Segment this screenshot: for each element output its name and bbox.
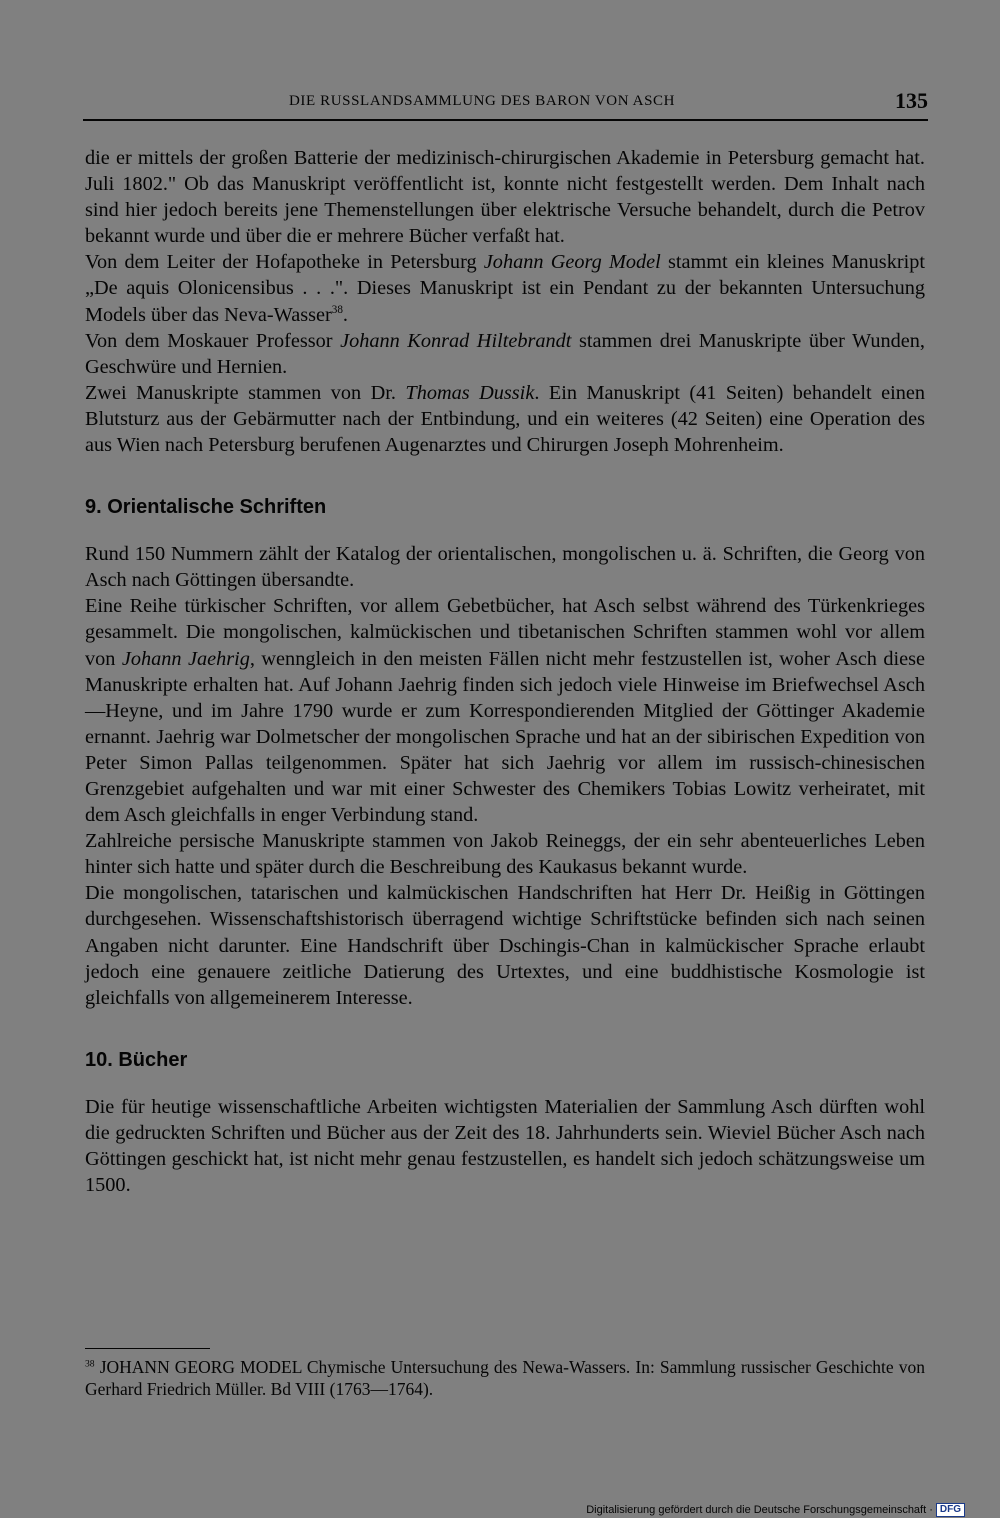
paragraph xyxy=(85,1094,925,1198)
paragraph xyxy=(85,380,925,458)
text-run: Von dem Leiter der Hofapotheke in Petersburg xyxy=(85,251,484,274)
person-name: Johann Konrad Hiltebrandt xyxy=(340,329,572,352)
section-orientalische-schriften xyxy=(85,541,925,1011)
text-run: die er mittels der großen Batterie der medizinisch-chirurgischen Akademie in Petersburg gemacht hat. Juli 1802." Ob das Manuskript veröffentlicht ist, konnte nicht festgestellt werden. Dem Inhalt nach sind hier jedoch bereits jene Themenstellungen über elektrische Versuche behandelt, durch die Petrov bekannt wurde und über die er mehrere Bücher verfaßt hat. xyxy=(85,147,925,248)
footnote-reference: 38 xyxy=(331,303,343,316)
section-heading-buecher: 10. Bücher xyxy=(85,1048,188,1071)
section-heading-orientalische-schriften: 9. Orientalische Schriften xyxy=(85,496,327,519)
person-name: Johann Georg Model xyxy=(483,251,661,274)
person-name: Thomas Dussik xyxy=(405,381,535,404)
text-run: Zwei Manuskripte stammen von Dr. xyxy=(85,381,406,404)
dfg-logo: DFG xyxy=(936,1503,965,1517)
text-run: Von dem Moskauer Professor xyxy=(85,329,341,352)
paragraph xyxy=(85,880,925,1010)
text-run: . Ein Manuskript (41 Seiten) behandelt einen Blutsturz aus der Gebärmutter nach der Entbindung, und ein weiteres (42 Seiten) eine Operation des aus Wien nach Petersburg berufenen Augenarztes und Chirurgen Joseph Mohrenheim. xyxy=(85,381,925,457)
paragraph xyxy=(85,328,925,380)
text-run: stammt ein kleines Manuskript „De aquis Olonicensibus . . .". Dieses Manuskript ist ein Pendant zu der bekannten Untersuchung Models über das Neva-Wasser xyxy=(85,251,926,326)
paragraph xyxy=(85,145,925,249)
running-title: DIE RUSSLANDSAMMLUNG DES BARON VON ASCH xyxy=(289,93,676,109)
paragraph xyxy=(85,541,925,593)
text-run: stammen drei Manuskripte über Wunden, Geschwüre und Hernien. xyxy=(85,329,925,378)
text-run: . xyxy=(342,303,348,326)
footnote xyxy=(85,1356,925,1400)
header-rule xyxy=(83,119,928,121)
main-text xyxy=(85,145,925,1198)
page-number: 135 xyxy=(895,88,928,113)
credit-text: Digitalisierung gefördert durch die Deutsche Forschungsgemeinschaft · xyxy=(586,1504,933,1516)
running-header xyxy=(83,88,928,118)
paragraph xyxy=(85,593,925,828)
section-buecher xyxy=(85,1094,925,1198)
paragraph xyxy=(85,828,925,880)
digitization-credit xyxy=(586,1503,965,1517)
text-run: Die mongolischen, tatarischen und kalmückischen Handschriften hat Herr Dr. Heißig in Göttingen durchgesehen. Wissenschaftshistorisch überragend wichtige Schriftstücke befinden sich nach seinen Angaben nicht darunter. Eine Handschrift über Dschingis-Chan in kalmückischer Sprache erlaubt jedoch eine genauere zeitliche Datierung des Urtextes, und eine buddhistische Kosmologie ist gleichfalls von allgemeinerem Interesse. xyxy=(85,882,925,1009)
text-run: Die für heutige wissenschaftliche Arbeiten wichtigsten Materialien der Sammlung Asch dürften wohl die gedruckten Schriften und Bücher aus der Zeit des 18. Jahrhunderts sein. Wieviel Bücher Asch nach Göttingen geschickt hat, ist nicht mehr genau festzustellen, es handelt sich jedoch schätzungsweise um 1500. xyxy=(85,1095,925,1197)
text-run: Zahlreiche persische Manuskripte stammen von Jakob Reineggs, der ein sehr abenteuerliches Leben hinter sich hatte und später durch die Beschreibung des Kaukasus bekannt wurde. xyxy=(85,830,925,879)
paragraph xyxy=(85,249,925,327)
intro-section xyxy=(85,145,925,458)
footnote-marker: 38 xyxy=(85,1358,95,1370)
person-name: Johann Jaehrig xyxy=(121,647,250,670)
footnote-rule xyxy=(85,1348,210,1349)
text-run: Eine Reihe türkischer Schriften, vor allem Gebetbücher, hat Asch selbst während des Türkenkrieges gesammelt. Die mongolischen, kalmückischen und tibetanischen Schriften stammen wohl vor allem von xyxy=(85,595,925,670)
text-run: , wenngleich in den meisten Fällen nicht mehr festzustellen ist, woher Asch diese Manuskripte erhalten hat. Auf Johann Jaehrig finden sich jedoch viele Hinweise im Briefwechsel Asch—Heyne, und im Jahre 1790 wurde er zum Korrespondierenden Mitglied der Göttinger Akademie ernannt. Jaehrig war Dolmetscher der mongolischen Sprache und hat an der sibirischen Expedition von Peter Simon Pallas teilgenommen. Später hat sich Jaehrig vor allem im russisch-chinesischen Grenzgebiet aufgehalten und war mit einer Schwester des Chemikers Tobias Lowitz verheiratet, mit dem Asch gleichfalls in enger Verbindung stand. xyxy=(85,647,925,827)
text-run: Rund 150 Nummern zählt der Katalog der orientalischen, mongolischen u. ä. Schriften, die Georg von Asch nach Göttingen übersandte. xyxy=(85,543,925,592)
footnote-text: JOHANN GEORG MODEL Chymische Untersuchung des Newa-Wassers. In: Sammlung russischer Geschichte von Gerhard Friedrich Müller. Bd VIII (1763—1764). xyxy=(85,1357,925,1399)
